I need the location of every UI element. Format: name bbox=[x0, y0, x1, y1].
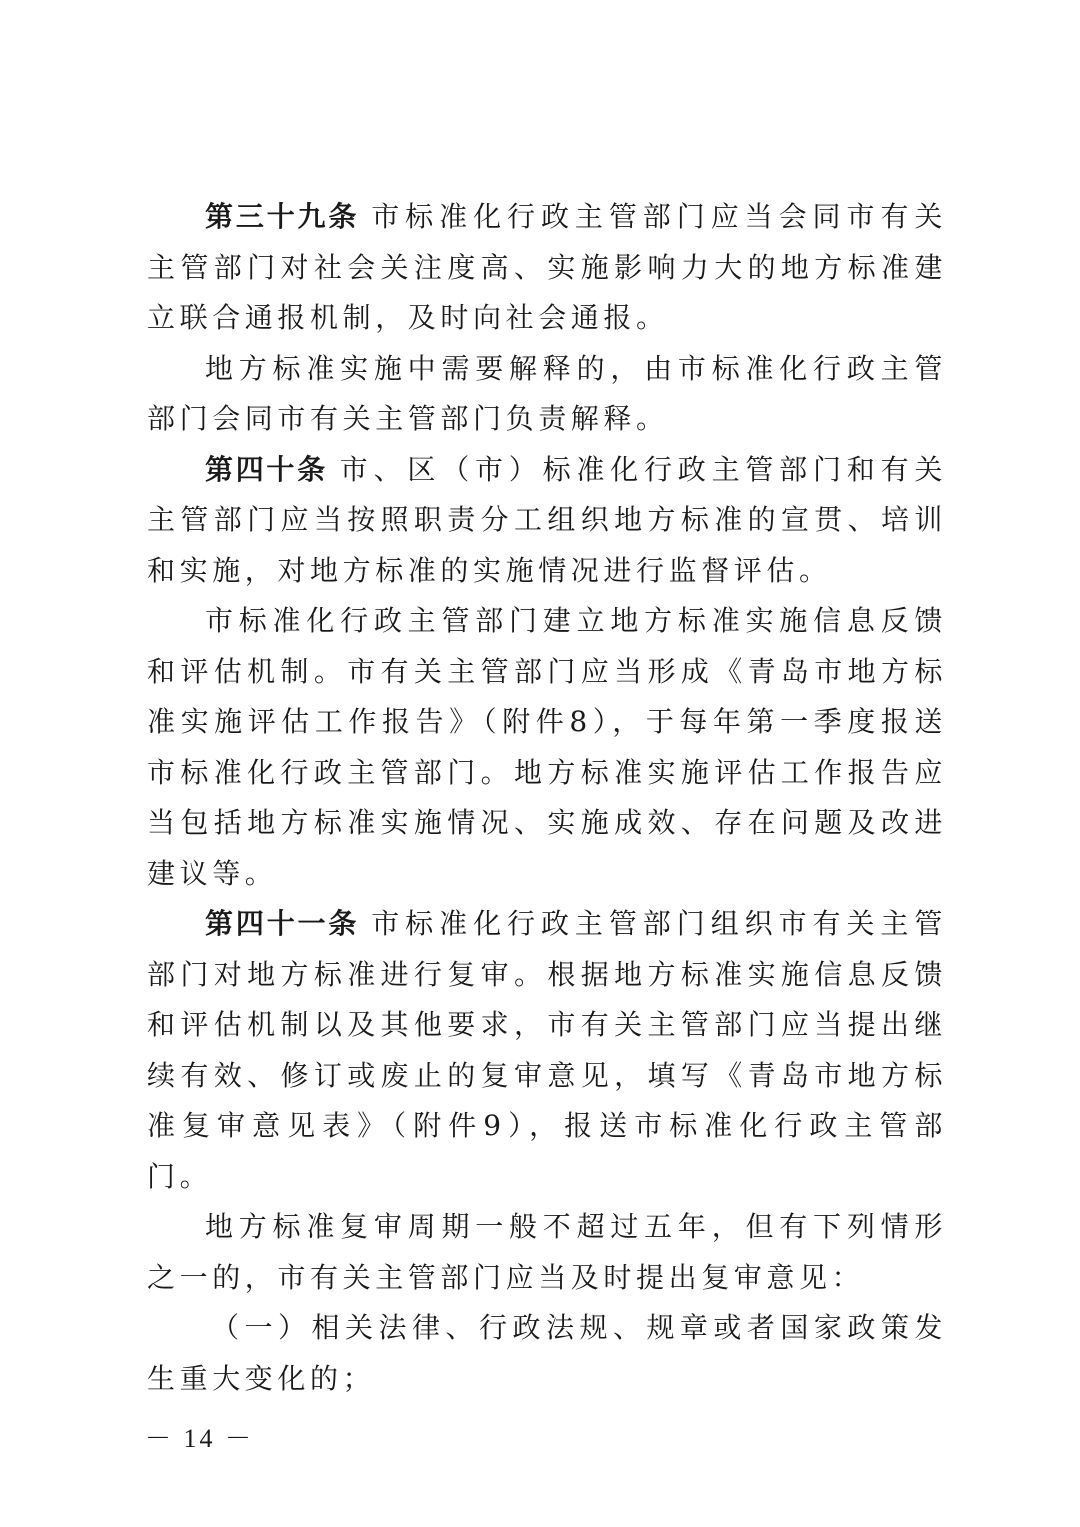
paragraph-evaluation-mechanism bbox=[147, 596, 947, 899]
paragraph-review-cycle bbox=[147, 1202, 947, 1303]
paragraph-interpretation bbox=[147, 344, 947, 445]
paragraph-text: 市、区（市）标准化行政主管部门和有关主管部门应当按照职责分工组织地方标准的宣贯、培训和实施，对地方标准的实施情况进行监督评估。 bbox=[147, 452, 947, 587]
paragraph-text: （一）相关法律、行政法规、规章或者国家政策发生重大变化的； bbox=[147, 1311, 947, 1395]
list-item-1 bbox=[147, 1303, 947, 1404]
paragraph-text: 市标准化行政主管部门组织市有关主管部门对地方标准进行复审。根据地方标准实施信息反馈和评估机制以及其他要求，市有关主管部门应当提出继续有效、修订或废止的复审意见，填写《青岛市地方标准复审意见表》（附件9），报送市标准化行政主管部门。 bbox=[147, 907, 947, 1193]
page-number: － 14 － bbox=[145, 1424, 255, 1453]
document-body bbox=[147, 192, 947, 1404]
article-heading: 第四十一条 bbox=[205, 907, 360, 940]
paragraph-article-39 bbox=[147, 192, 947, 344]
paragraph-article-41 bbox=[147, 899, 947, 1202]
paragraph-text: 地方标准实施中需要解释的，由市标准化行政主管部门会同市有关主管部门负责解释。 bbox=[147, 351, 947, 435]
paragraph-text: 市标准化行政主管部门应当会同市有关主管部门对社会关注度高、实施影响力大的地方标准建立联合通报机制，及时向社会通报。 bbox=[147, 200, 947, 334]
article-heading: 第四十条 bbox=[205, 452, 328, 486]
paragraph-text: 地方标准复审周期一般不超过五年，但有下列情形之一的，市有关主管部门应当及时提出复审意见： bbox=[147, 1210, 947, 1294]
article-heading: 第三十九条 bbox=[205, 200, 360, 233]
paragraph-article-40 bbox=[147, 445, 947, 597]
paragraph-text: 市标准化行政主管部门建立地方标准实施信息反馈和评估机制。市有关主管部门应当形成《青岛市地方标准实施评估工作报告》（附件8），于每年第一季度报送市标准化行政主管部门。地方标准实施评估工作报告应当包括地方标准实施情况、实施成效、存在问题及改进建议等。 bbox=[147, 604, 947, 890]
